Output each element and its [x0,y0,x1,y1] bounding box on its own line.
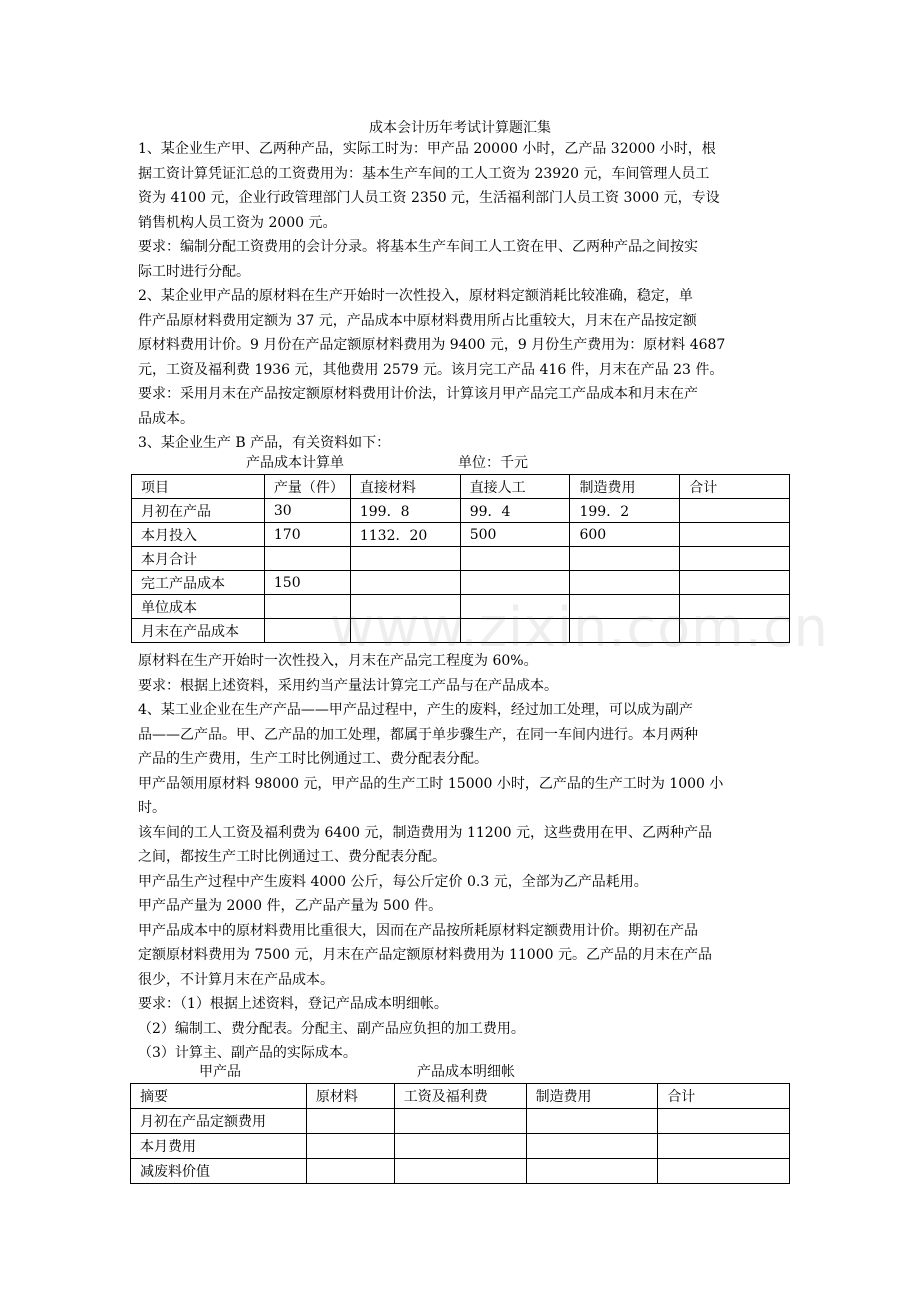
table-row [132,571,790,595]
questions-1-3-text [138,137,782,456]
table-header: 摘要 [131,1084,307,1109]
table-cell [460,619,570,643]
table-row [131,1159,790,1184]
table-cell: 完工产品成本 [132,571,265,595]
text-line: 4、某工业企业在生产产品——甲产品过程中，产生的废料，经过加工处理，可以成为副产 [138,702,693,718]
text-line: 时。 [138,800,166,816]
table-cell: 30 [264,499,350,523]
table-cell [680,499,790,523]
table-cell [350,547,460,571]
table-header: 制造费用 [526,1084,658,1109]
text-line: 很少，不计算月末在产品成本。 [138,971,334,988]
table-cell [460,595,570,619]
text-line: 要求：编制分配工资费用的会计分录。将基本生产车间工人工资在甲、乙两种产品之间按实 [138,239,698,255]
table-cell [570,619,680,643]
table-cell [526,1109,658,1134]
table-cell [264,547,350,571]
cost-ledger-table [130,1083,790,1184]
table-cell: 月初在产品 [132,499,265,523]
table-cell [306,1109,394,1134]
text-line: 件产品原材料费用定额为 37 元，产品成本中原材料费用所占比重较大，月末在产品按定额 [138,312,697,329]
table-header: 直接材料 [350,475,460,499]
cost-calculation-table [131,474,790,643]
text-line: 之间，都按生产工时比例通过工、费分配表分配。 [138,849,446,865]
table-row [131,1134,790,1159]
text-line: 资为 4100 元，企业行政管理部门人员工资 2350 元，生活福利部门人员工资 3000 元，专设 [138,190,720,206]
table-row [131,1109,790,1134]
table-header: 合计 [680,475,790,499]
text-line: 原材料在生产开始时一次性投入，月末在产品完工程度为 60%。 [138,653,538,669]
text-line: 产品的生产费用，生产工时比例通过工、费分配表分配。 [138,751,488,767]
table-cell [394,1109,526,1134]
text-line: 该车间的工人工资及福利费为 6400 元，制造费用为 11200 元，这些费用在甲、乙两种产品 [138,824,712,841]
text-line: 据工资计算凭证汇总的工资费用为：基本生产车间的工人工资为 23920 元，车间管理人员工 [138,165,710,182]
text-line: 要求：（1）根据上述资料，登记产品成本明细帐。 [138,996,448,1012]
table-cell: 600 [570,523,680,547]
table-cell: 99．4 [460,499,570,523]
text-line: 定额原材料费用为 7500 元，月末在产品定额原材料费用为 11000 元。乙产品的月末在产品 [138,947,712,963]
table-cell [570,547,680,571]
table-cell [306,1159,394,1184]
table-cell [526,1134,658,1159]
table-cell: 本月费用 [131,1134,307,1159]
table2-product-label: 甲产品 [199,1064,241,1080]
table-header: 制造费用 [570,475,680,499]
text-line: 际工时进行分配。 [138,263,250,280]
table-header: 直接人工 [460,475,570,499]
table-cell [680,547,790,571]
table-cell [306,1134,394,1159]
text-line: （2）编制工、费分配表。分配主、副产品应负担的加工费用。 [138,1020,525,1037]
text-line: 原材料费用计价。9 月份在产品定额原材料费用为 9400 元，9 月份生产费用为：原材料 4687 [138,337,726,353]
table-cell [570,595,680,619]
table-row [132,523,790,547]
table-cell [350,619,460,643]
text-line: 甲产品领用原材料 98000 元，甲产品的生产工时 15000 小时，乙产品的生产工时为 1000 小 [138,775,724,792]
text-line: 销售机构人员工资为 2000 元。 [138,214,337,231]
table-cell [460,547,570,571]
table-row [132,499,790,523]
table-cell [658,1109,790,1134]
table-cell [394,1159,526,1184]
table-cell [658,1159,790,1184]
table-cell [394,1134,526,1159]
table-cell: 月末在产品成本 [132,619,265,643]
table-cell [570,571,680,595]
text-line: 要求：采用月末在产品按定额原材料费用计价法，计算该月甲产品完工产品成本和月末在产 [138,386,698,402]
text-line: 要求：根据上述资料，采用约当产量法计算完工产品与在产品成本。 [138,677,558,694]
text-line: （3）计算主、副产品的实际成本。 [138,1045,357,1061]
table-cell [350,571,460,595]
table-cell: 本月投入 [132,523,265,547]
table-cell: 199．8 [350,499,460,523]
table1-caption: 产品成本计算单 [246,455,344,471]
table-cell [680,595,790,619]
text-line: 品成本。 [138,410,194,427]
table2-caption: 产品成本明细帐 [417,1064,515,1080]
text-line: 甲产品产量为 2000 件，乙产品产量为 500 件。 [138,898,443,914]
table-cell [350,595,460,619]
table-cell [680,571,790,595]
table-cell: 减废料价值 [131,1159,307,1184]
table-cell [680,523,790,547]
watermark: www.zixin.com.cn [330,596,829,659]
text-line: 3、某企业生产 B 产品，有关资料如下： [138,435,391,451]
table-cell [460,571,570,595]
table-cell [680,619,790,643]
text-line: 甲产品成本中的原材料费用比重很大，因而在产品按所耗原材料定额费用计价。期初在产品 [138,922,698,939]
table-header: 产量（件） [264,475,350,499]
table-row [132,619,790,643]
table-cell: 170 [264,523,350,547]
table-cell: 150 [264,571,350,595]
table1-unit: 单位：千元 [458,455,528,471]
text-line: 2、某企业甲产品的原材料在生产开始时一次性投入，原材料定额消耗比较准确，稳定，单 [138,288,693,304]
table-header: 工资及福利费 [394,1084,526,1109]
table-cell: 1132．20 [350,523,460,547]
table-cell [526,1159,658,1184]
text-line: 元，工资及福利费 1936 元，其他费用 2579 元。该月完工产品 416 件，月末在产品 23 件。 [138,361,724,378]
text-line: 1、某企业生产甲、乙两种产品，实际工时为：甲产品 20000 小时，乙产品 32000 小时，根 [138,141,716,157]
table-cell [264,619,350,643]
table-cell [264,595,350,619]
table-header: 项目 [132,475,265,499]
table-cell: 月初在产品定额费用 [131,1109,307,1134]
table-header: 合计 [658,1084,790,1109]
table-row [132,595,790,619]
table-cell [658,1134,790,1159]
table-row [132,547,790,571]
document-title: 成本会计历年考试计算题汇集 [369,120,551,136]
text-line: 品——乙产品。甲、乙产品的加工处理，都属于单步骤生产，在同一车间内进行。本月两种 [138,726,698,743]
table-cell: 199．2 [570,499,680,523]
table-cell: 500 [460,523,570,547]
table-header-row [132,475,790,499]
text-line: 甲产品生产过程中产生废料 4000 公斤，每公斤定价 0.3 元，全部为乙产品耗用。 [138,873,648,890]
table-cell: 单位成本 [132,595,265,619]
table-header-row [131,1084,790,1109]
table-header: 原材料 [306,1084,394,1109]
table-cell: 本月合计 [132,547,265,571]
questions-3-4-text [138,649,782,1066]
